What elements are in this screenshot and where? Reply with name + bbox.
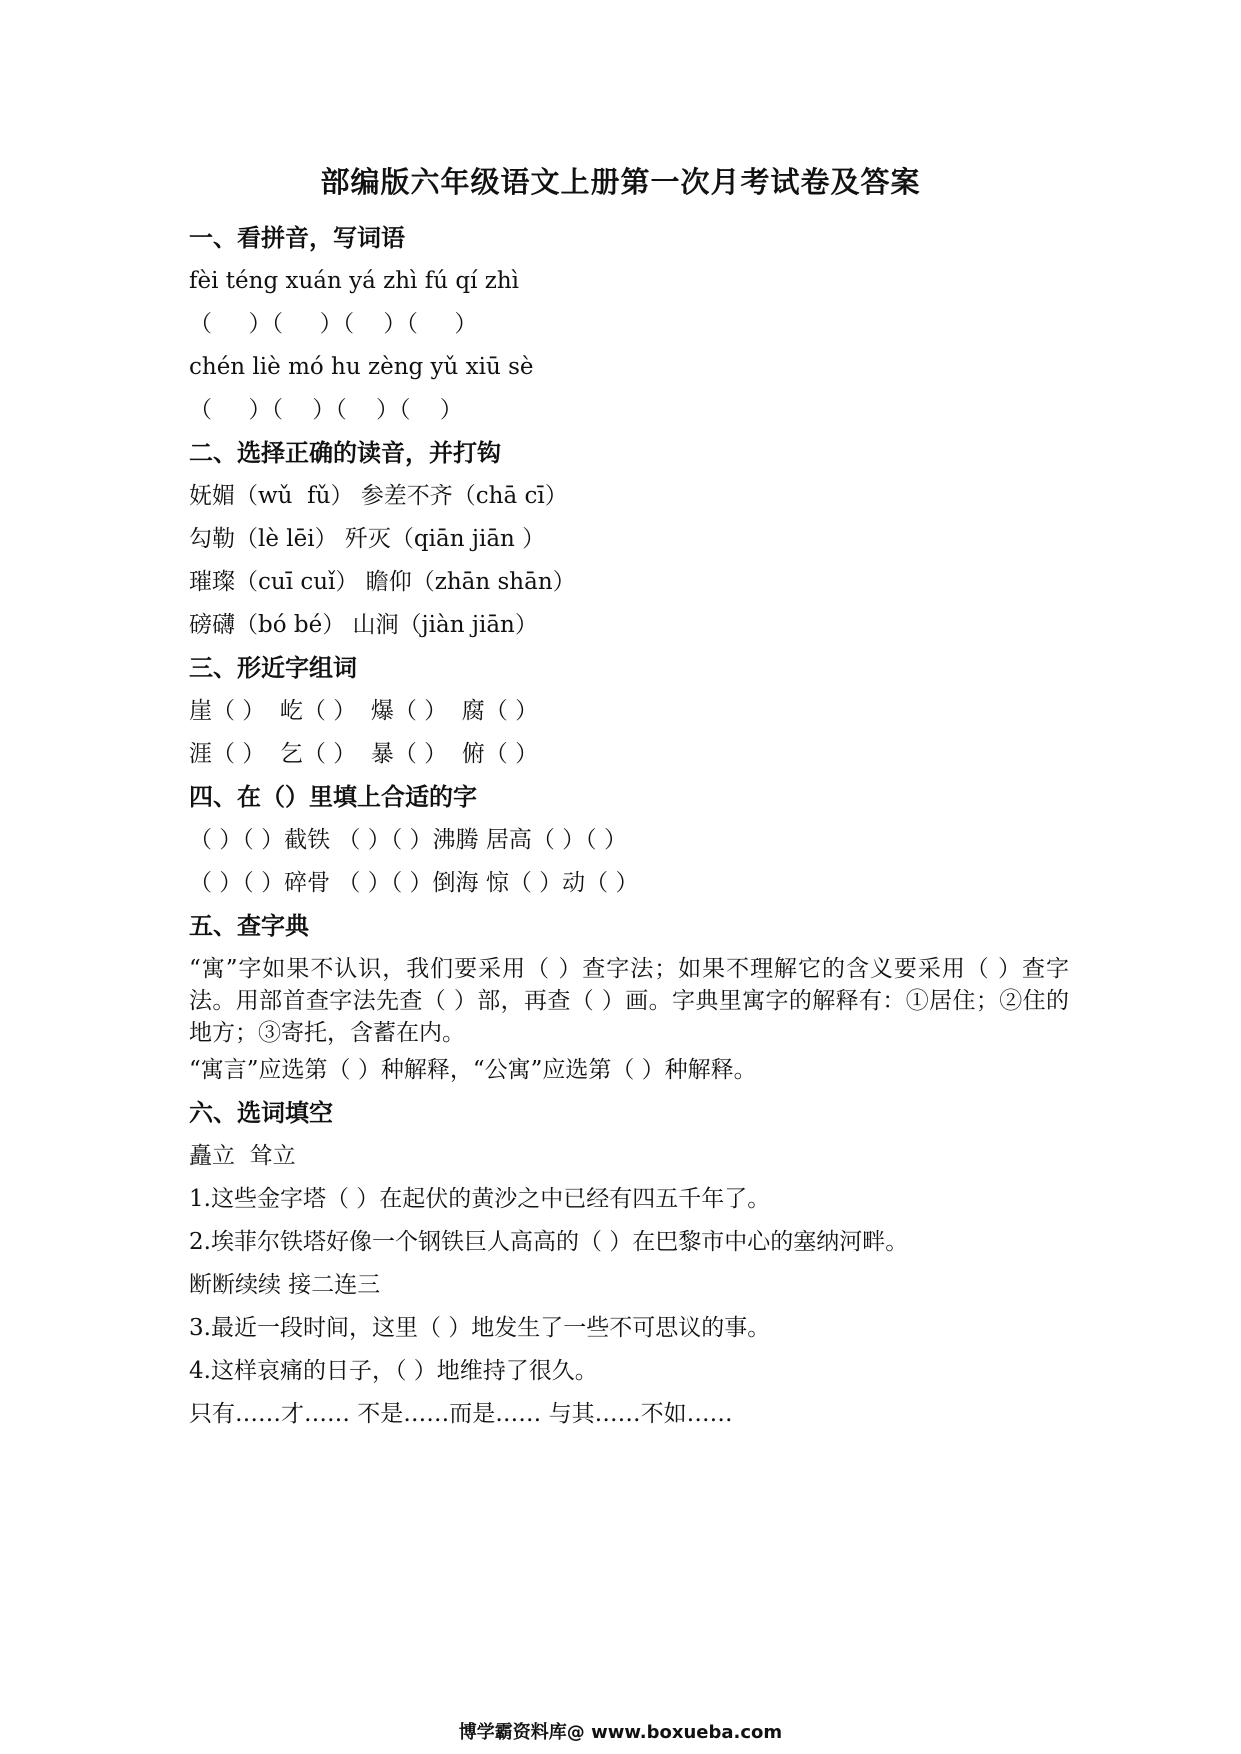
pinyin-line-1: fèi téng xuán yá zhì fú qí zhì — [189, 268, 520, 294]
dictionary-paragraph: “寓”字如果不认识，我们要采用（ ）查字法；如果不理解它的含义要采用（ ）查字法。用部首查字法先查（ ）部，再查（ ）画。字典里寓字的解释有：①居住；②住的地方；③寄托，含蓄在内。 — [189, 956, 1069, 1046]
section-3-heading: 三、形近字组词 — [189, 654, 357, 682]
section-1-heading: 一、看拼音，写词语 — [189, 224, 405, 252]
question-1: 1.这些金字塔（ ）在起伏的黄沙之中已经有四五千年了。 — [189, 1186, 771, 1212]
reading-line-2: 勾勒（lè lēi） 歼灭（qiān jiān ） — [189, 526, 546, 552]
fill-chars-line-1: （ ）（ ）截铁 （ ）（ ）沸腾 居高（ ）（ ） — [189, 827, 627, 853]
answer-blanks-2: （ ）（ ）（ ）（ ） — [189, 397, 463, 423]
word-choices-2: 断断续续 接二连三 — [189, 1272, 381, 1298]
pinyin-line-2: chén liè mó hu zèng yǔ xiū sè — [189, 354, 534, 380]
similar-chars-line-2: 涯（ ） 乞（ ） 暴（ ） 俯（ ） — [189, 741, 539, 767]
word-choices-3: 只有……才…… 不是……而是…… 与其……不如…… — [189, 1401, 733, 1427]
footer-watermark: 博学霸资料库@ www.boxueba.com — [458, 1722, 783, 1743]
word-choices-1: 矗立 耸立 — [189, 1143, 296, 1169]
answer-blanks-1: （ ）（ ）（ ）（ ） — [189, 311, 478, 337]
similar-chars-line-1: 崖（ ） 屹（ ） 爆（ ） 腐（ ） — [189, 698, 539, 724]
question-4: 4.这样哀痛的日子，（ ）地维持了很久。 — [189, 1358, 598, 1384]
question-2: 2.埃菲尔铁塔好像一个钢铁巨人高高的（ ）在巴黎市中心的塞纳河畔。 — [189, 1229, 909, 1255]
reading-line-1: 妩媚（wǔ fǔ） 参差不齐（chā cī） — [189, 483, 568, 509]
section-2-heading: 二、选择正确的读音，并打钩 — [189, 439, 501, 467]
reading-line-3: 璀璨（cuī cuǐ） 瞻仰（zhān shān） — [189, 569, 576, 595]
section-5-heading: 五、查字典 — [189, 912, 309, 940]
fill-chars-line-2: （ ）（ ）碎骨 （ ）（ ）倒海 惊（ ）动（ ） — [189, 870, 639, 896]
section-6-heading: 六、选词填空 — [189, 1099, 333, 1127]
dictionary-question: “寓言”应选第（ ）种解释，“公寓”应选第（ ）种解释。 — [189, 1057, 757, 1083]
page-title: 部编版六年级语文上册第一次月考试卷及答案 — [320, 165, 921, 199]
question-3: 3.最近一段时间，这里（ ）地发生了一些不可思议的事。 — [189, 1315, 771, 1341]
reading-line-4: 磅礴（bó bé） 山涧（jiàn jiān） — [189, 612, 538, 638]
section-4-heading: 四、在（）里填上合适的字 — [189, 783, 477, 811]
